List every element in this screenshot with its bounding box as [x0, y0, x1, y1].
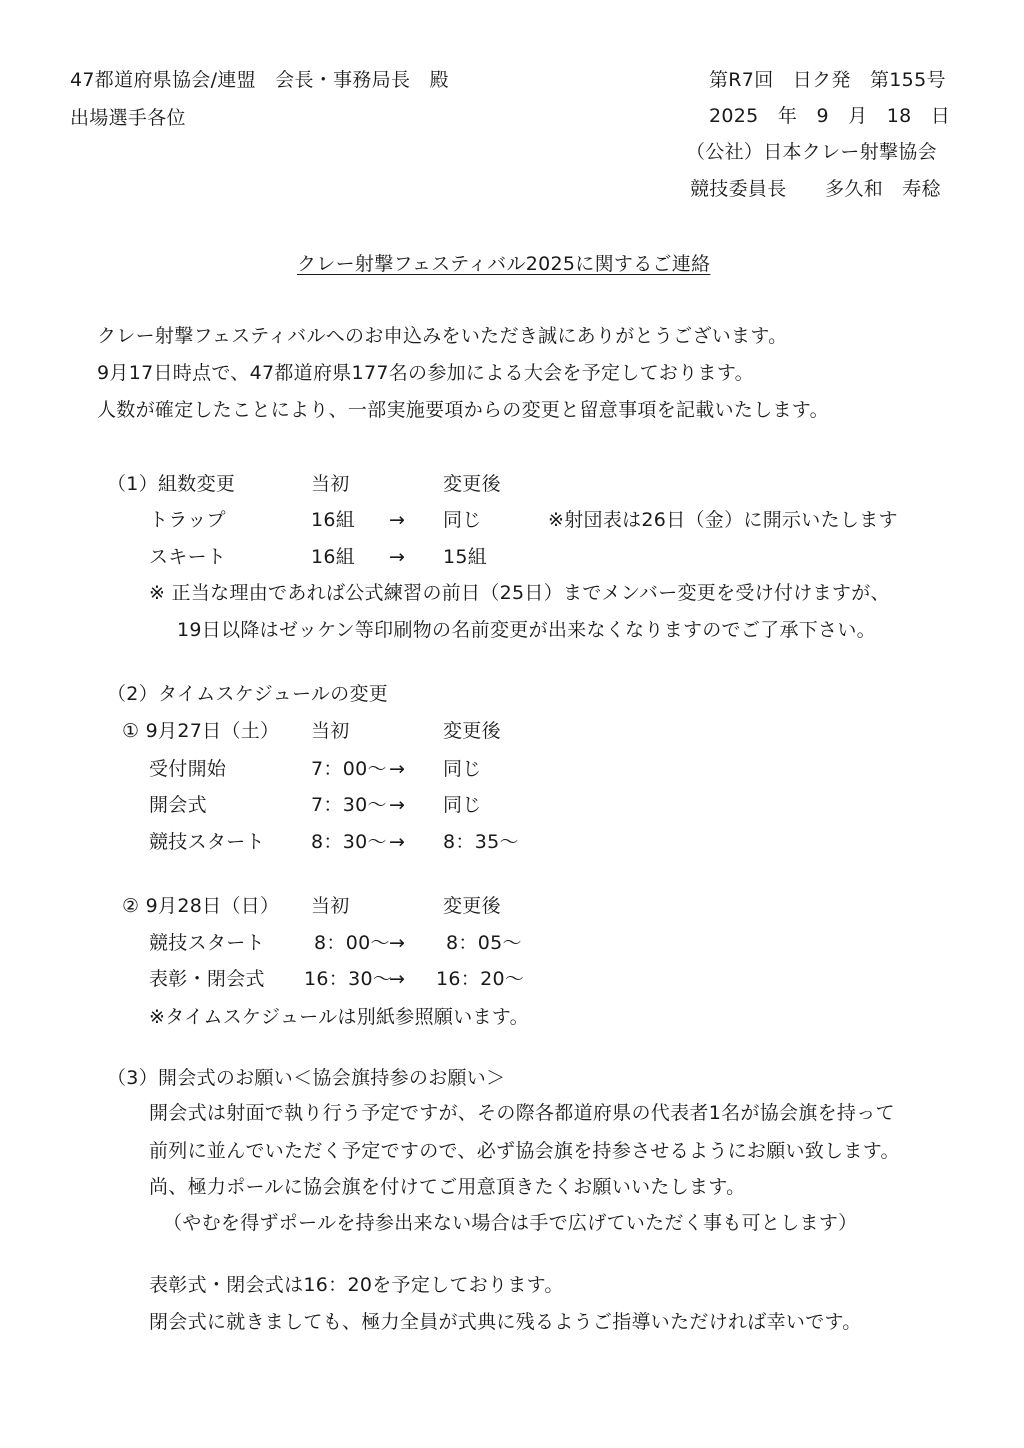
- intro-line-1: クレー射撃フェスティバルへのお申込みをいただき誠にありがとうございます。: [97, 325, 788, 347]
- section3-heading: （3）開会式のお願い＜協会旗持参のお願い＞: [107, 1067, 506, 1089]
- schedule-row-after: 16：20～: [436, 968, 525, 990]
- recipient-line-2: 出場選手各位: [70, 107, 186, 129]
- arrow-icon: →: [389, 546, 406, 568]
- section3-line: （やむを得ずポールを持参出来ない場合は手で広げていただく事も可とします）: [163, 1212, 858, 1234]
- section1-note-1: ※ 正当な理由であれば公式練習の前日（25日）までメンバー変更を受け付けますが、: [149, 582, 890, 604]
- schedule-row-before: 16：30～: [304, 968, 393, 990]
- sender-organization: （公社）日本クレー射撃協会: [686, 141, 937, 163]
- section2-heading: （2）タイムスケジュールの変更: [107, 683, 389, 705]
- day1-col-before: 当初: [311, 720, 350, 742]
- section1-row-after: 同じ: [443, 509, 482, 531]
- section1-row-note: ※射団表は26日（金）に開示いたします: [548, 509, 898, 531]
- section1-row-before: 16組: [311, 546, 356, 568]
- section1-col-before: 当初: [311, 473, 350, 495]
- recipient-line-1: 47都道府県協会/連盟 会長・事務局長 殿: [70, 69, 449, 91]
- schedule-row-after: 同じ: [443, 794, 482, 816]
- document-number: 第R7回 日ク発 第155号: [709, 69, 946, 91]
- arrow-icon: →: [389, 758, 406, 780]
- day2-col-after: 変更後: [443, 895, 501, 917]
- schedule-note: ※タイムスケジュールは別紙参照願います。: [149, 1006, 529, 1028]
- arrow-icon: →: [389, 509, 406, 531]
- arrow-icon: →: [389, 968, 406, 990]
- schedule-row-before: 7：30～: [311, 794, 387, 816]
- day1-col-after: 変更後: [443, 720, 501, 742]
- schedule-row-label: 受付開始: [149, 758, 227, 780]
- section1-col-after: 変更後: [443, 473, 501, 495]
- section3-line: 尚、極力ポールに協会旗を付けてご用意頂きたくお願いいたします。: [149, 1176, 746, 1198]
- schedule-row-before: 8：30～: [311, 831, 387, 853]
- section3-line: 開会式は射面で執り行う予定ですが、その際各都道府県の代表者1名が協会旗を持って: [149, 1102, 895, 1124]
- section1-heading: （1）組数変更: [107, 473, 236, 495]
- section1-note-2: 19日以降はゼッケン等印刷物の名前変更が出来なくなりますのでご了承下さい。: [177, 619, 876, 641]
- closing-line-2: 閉会式に就きましても、極力全員が式典に残るようご指導いただければ幸いです。: [149, 1311, 862, 1333]
- section1-row-label: スキート: [149, 546, 227, 568]
- section1-row-label: トラップ: [149, 509, 226, 531]
- schedule-row-after: 8：05～: [446, 932, 522, 954]
- arrow-icon: →: [389, 932, 406, 954]
- schedule-row-after: 8：35～: [443, 831, 519, 853]
- schedule-row-before: 8：00～: [314, 932, 390, 954]
- schedule-row-label: 競技スタート: [149, 932, 265, 954]
- arrow-icon: →: [389, 794, 406, 816]
- document-title: クレー射撃フェスティバル2025に関するご連絡: [297, 253, 711, 275]
- schedule-row-label: 表彰・閉会式: [149, 968, 265, 990]
- section1-row-after: 15組: [443, 546, 488, 568]
- closing-line-1: 表彰式・閉会式は16：20を予定しております。: [149, 1274, 564, 1296]
- sender-person: 競技委員長 多久和 寿稔: [690, 178, 941, 200]
- intro-line-3: 人数が確定したことにより、一部実施要項からの変更と留意事項を記載いたします。: [97, 399, 829, 421]
- schedule-row-label: 開会式: [149, 794, 207, 816]
- section1-row-before: 16組: [311, 509, 356, 531]
- day2-label: ② 9月28日（日）: [122, 895, 280, 917]
- section3-line: 前列に並んでいただく予定ですので、必ず協会旗を持参させるようにお願い致します。: [149, 1140, 900, 1162]
- document-date: 2025 年 9 月 18 日: [709, 105, 951, 127]
- day2-col-before: 当初: [311, 895, 350, 917]
- schedule-row-after: 同じ: [443, 758, 482, 780]
- intro-line-2: 9月17日時点で、47都道府県177名の参加による大会を予定しております。: [97, 362, 754, 384]
- schedule-row-before: 7：00～: [311, 758, 387, 780]
- arrow-icon: →: [389, 831, 406, 853]
- schedule-row-label: 競技スタート: [149, 831, 265, 853]
- day1-label: ① 9月27日（土）: [122, 720, 280, 742]
